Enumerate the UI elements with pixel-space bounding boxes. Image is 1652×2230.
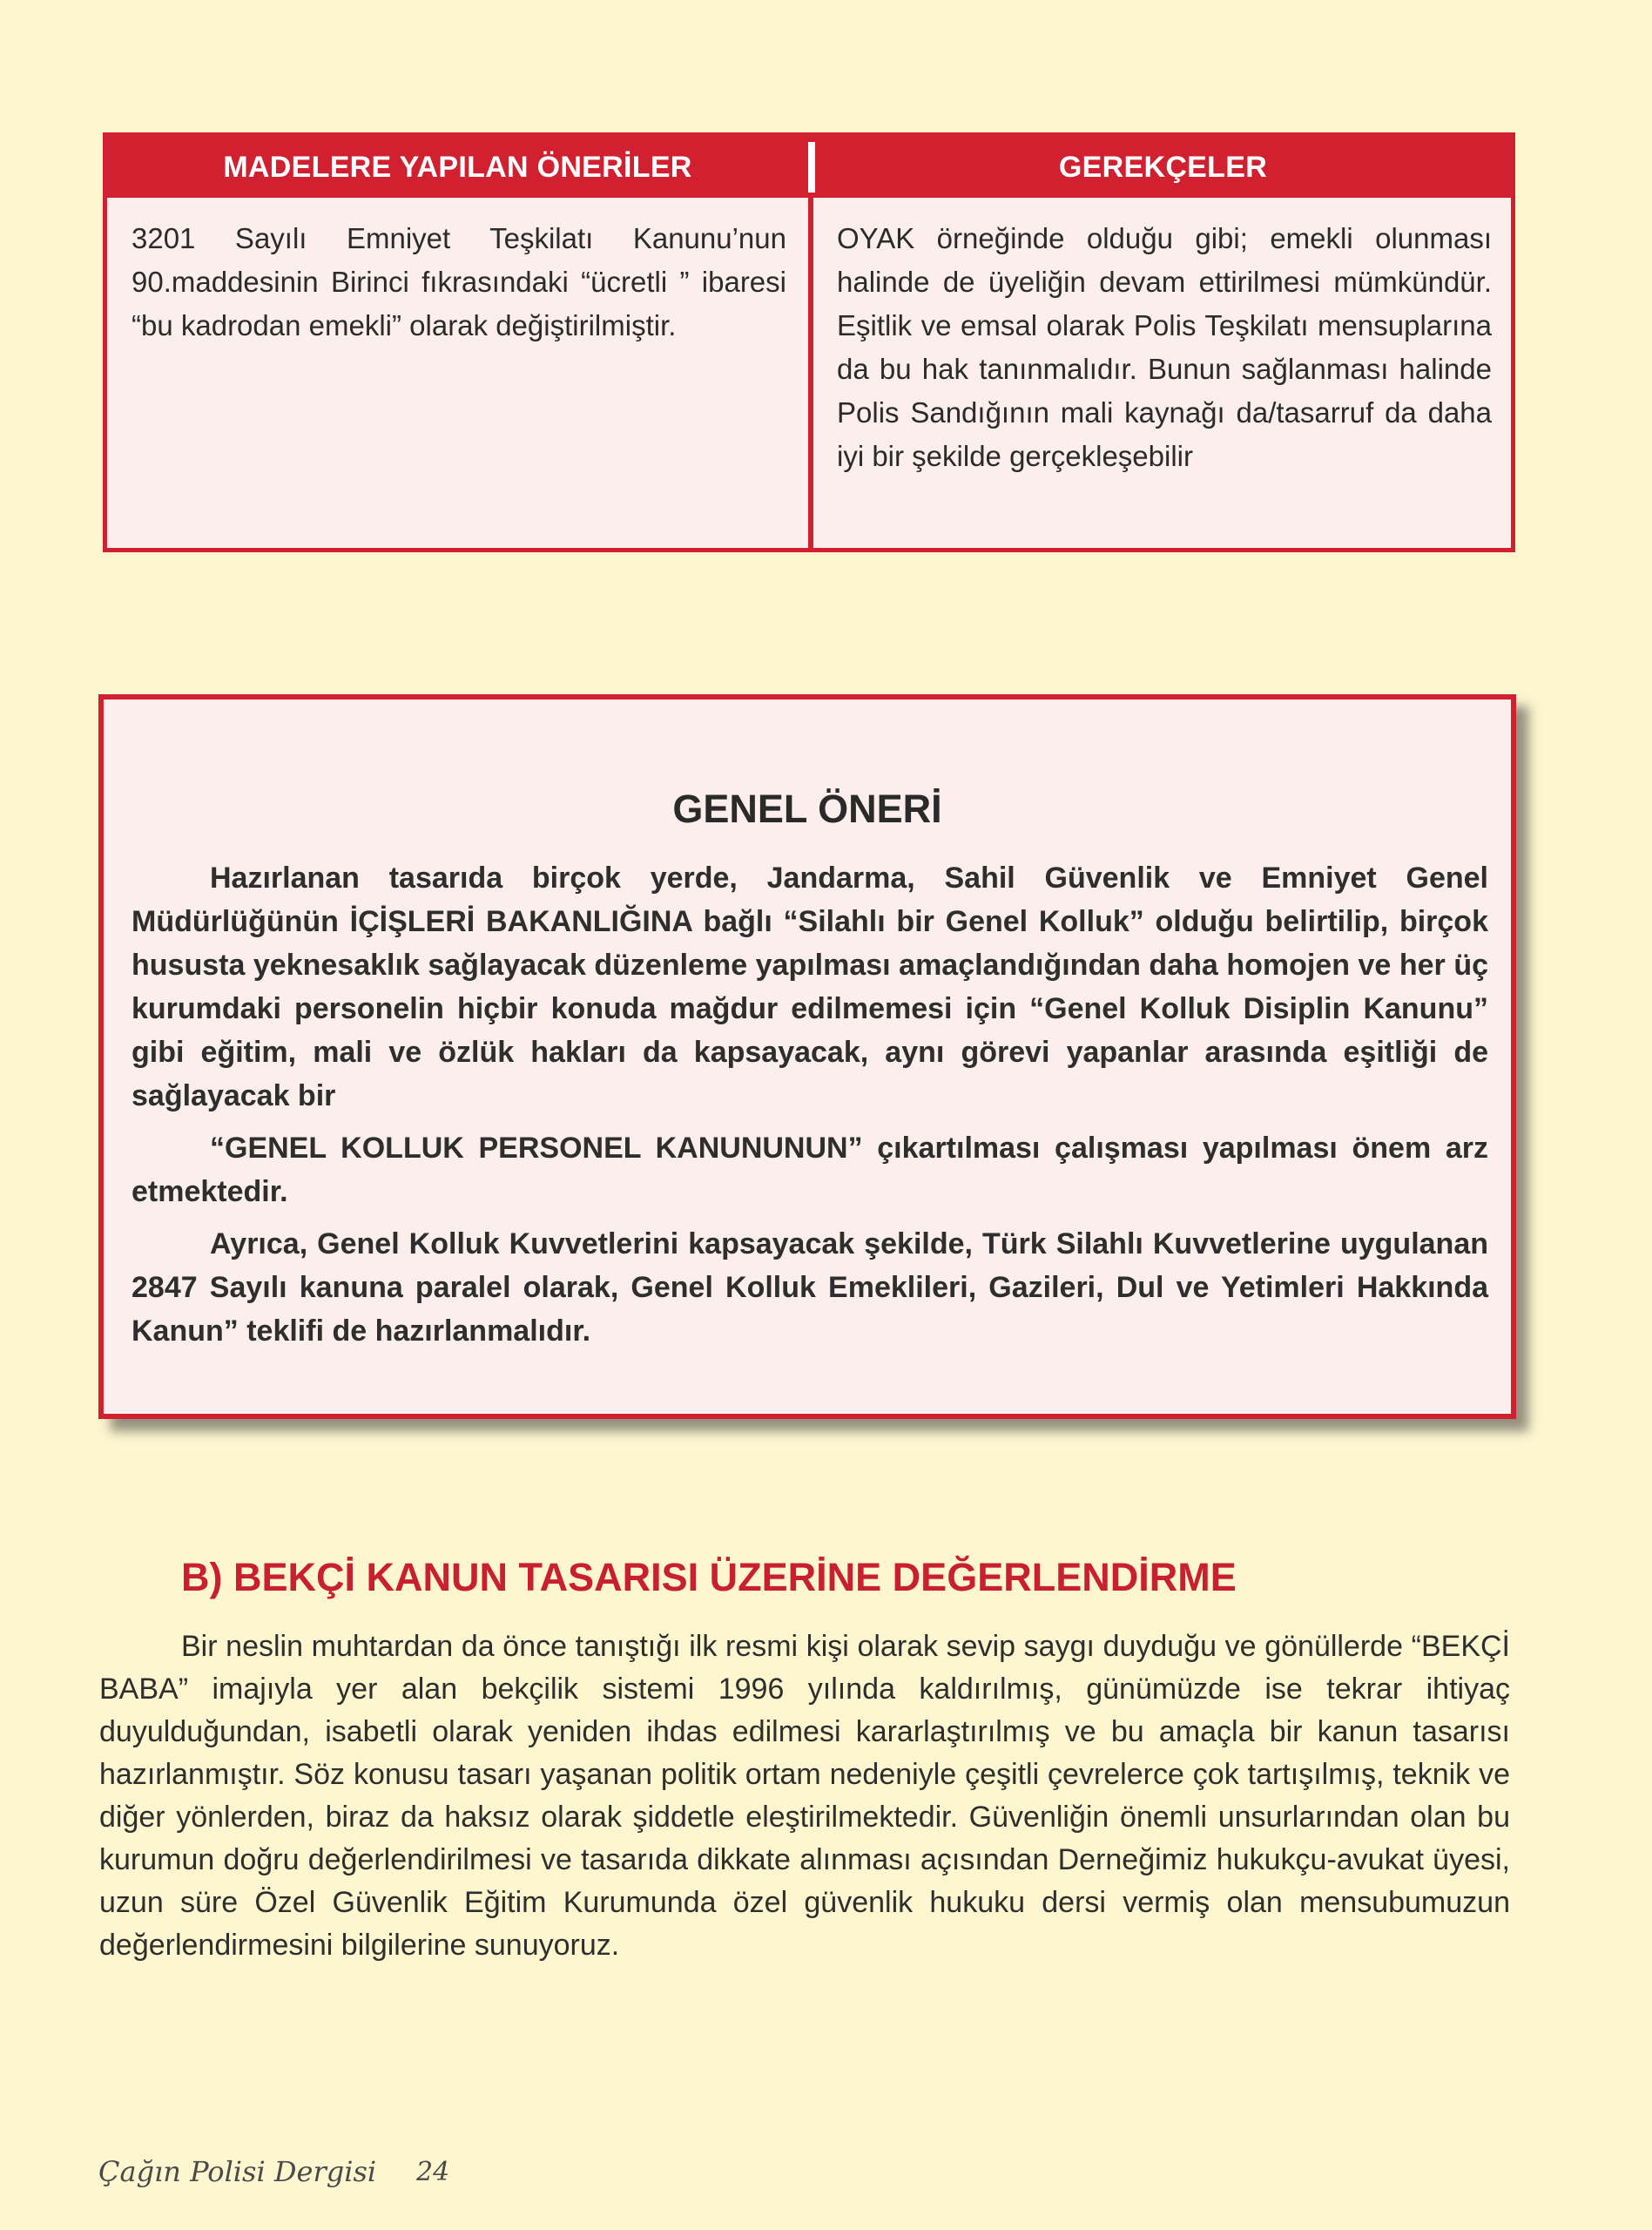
column-divider — [808, 198, 813, 548]
magazine-name: Çağın Polisi Dergisi — [98, 2155, 377, 2188]
section-b-body — [99, 1625, 1510, 1967]
page-number: 24 — [416, 2157, 450, 2187]
table-cell-oneri: 3201 Sayılı Emniyet Teşkilatı Kanunu’nun 90.maddesinin Birinci fıkrasındaki “ücretli ” ibaresi “bu kadrodan emekli” olarak değiştirilmiştir. — [131, 222, 786, 341]
proposals-table — [103, 132, 1515, 552]
general-proposal-paragraph: “GENEL KOLLUK PERSONEL KANUNUNUN” çıkartılması çalışması yapılması önem arz etmektedir. — [131, 1132, 1488, 1208]
header-gerekceler: GEREKÇELER — [1058, 151, 1268, 184]
table-header — [107, 137, 1511, 198]
table-cell-gerekce: OYAK örneğinde olduğu gibi; emekli olunması halinde de üyeliğin devam ettirilmesi mümkündür. Eşitlik ve emsal olarak Polis Teşkilatı mensuplarına da bu hak tanınmalıdır. Bunun sağlanması halinde Polis Sandığının mali kaynağı da/tasarruf da daha iyi bir şekilde gerçekleşebilir — [837, 222, 1492, 472]
general-proposal-body — [131, 856, 1488, 1362]
general-proposal-title: GENEL ÖNERİ — [672, 787, 942, 831]
section-b-paragraph: Bir neslin muhtardan da önce tanıştığı ilk resmi kişi olarak sevip saygı duyduğu ve gönüllerde “BEKÇİ BABA” imajıyla yer alan bekçilik sistemi 1996 yılında kaldırılmış, günümüzde ise tekrar ihtiyaç duyulduğundan, isabetli olarak yeniden ihdas edilmesi kararlaştırılmış ve bu amaçla bir kanun tasarısı hazırlanmıştır. Söz konusu tasarı yaşanan politik ortam nedeniyle çeşitli çevrelerce çok tartışılmış, teknik ve diğer yönlerden, biraz da haksız olarak şiddetle eleştirilmektedir. Güvenliğin önemli unsurlarından olan bu kurumun doğru değerlendirilmesi ve tasarıda dikkate alınması açısından Derneğimiz hukukçu-avukat üyesi, uzun süre Özel Güvenlik Eğitim Kurumunda özel güvenlik hukuku dersi vermiş olan mensubumuzun değerlendirmesini bilgilerine sunuyoruz. — [99, 1630, 1510, 1962]
general-proposal-paragraph: Hazırlanan tasarıda birçok yerde, Jandarma, Sahil Güvenlik ve Emniyet Genel Müdürlüğünün İÇİŞLERİ BAKANLIĞINA bağlı “Silahlı bir Genel Kolluk” olduğu belirtilip, birçok hususta yeknesaklık sağlayacak düzenleme yapılması amaçlandığından daha homojen ve her üç kurumdaki personelin hiçbir konuda mağdur edilmemesi için “Genel Kolluk Disiplin Kanunu” gibi eğitim, mali ve özlük hakları da kapsayacak, aynı görevi yapanlar arasında eşitliği de sağlayacak bir — [131, 862, 1488, 1112]
section-b-title: B) BEKÇİ KANUN TASARISI ÜZERİNE DEĞERLENDİRME — [181, 1555, 1237, 1599]
header-divider — [808, 142, 815, 193]
header-oneriler: MADELERE YAPILAN ÖNERİLER — [223, 151, 692, 184]
general-proposal-paragraph: Ayrıca, Genel Kolluk Kuvvetlerini kapsayacak şekilde, Türk Silahlı Kuvvetlerine uygulanan 2847 Sayılı kanuna paralel olarak, Genel Kolluk Emeklileri, Gazileri, Dul ve Yetimleri Hakkında Kanun” teklifi de hazırlanmalıdır. — [131, 1227, 1488, 1348]
general-proposal-box — [98, 694, 1516, 1419]
